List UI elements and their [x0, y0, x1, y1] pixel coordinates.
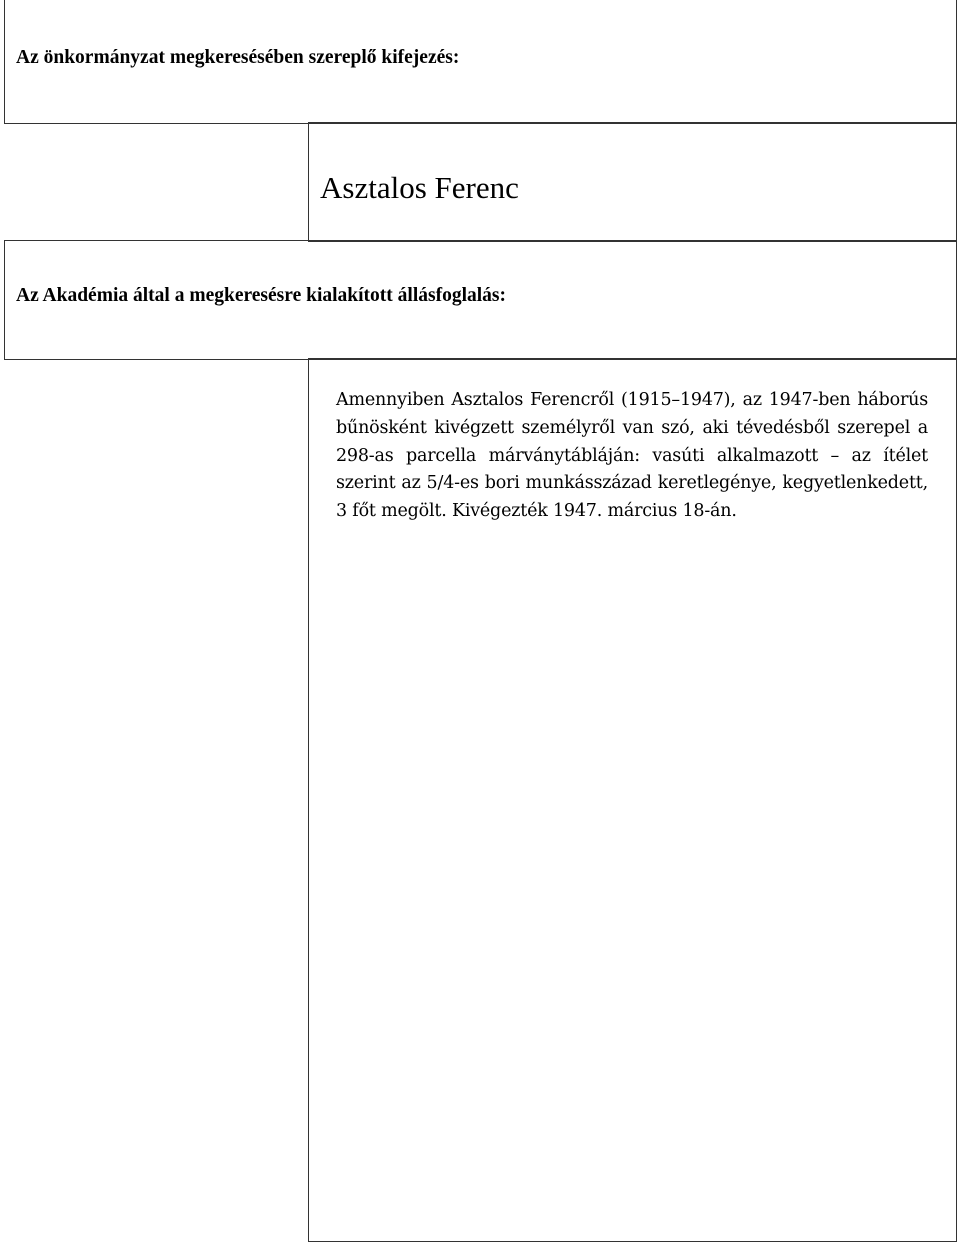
statement-text: Amennyiben Asztalos Ferencről (1915–1947), az 1947-ben háborús bűnösként kivégzett személyről van szó, aki tévedésből szerepel a 298-as parcella márványtábláján: vasúti alkalmazott – az ítélet szerint az 5/4-es bori munkásszázad keretlegénye, kegyetlenkedett, 3 főt megölt. Kivégezték 1947. március 18-án. — [336, 390, 928, 522]
subject-name: Asztalos Ferenc — [320, 170, 519, 205]
request-label: Az önkormányzat megkeresésében szereplő kifejezés: — [16, 47, 460, 68]
position-label: Az Akadémia által a megkeresésre kialakított állásfoglalás: — [16, 285, 506, 306]
